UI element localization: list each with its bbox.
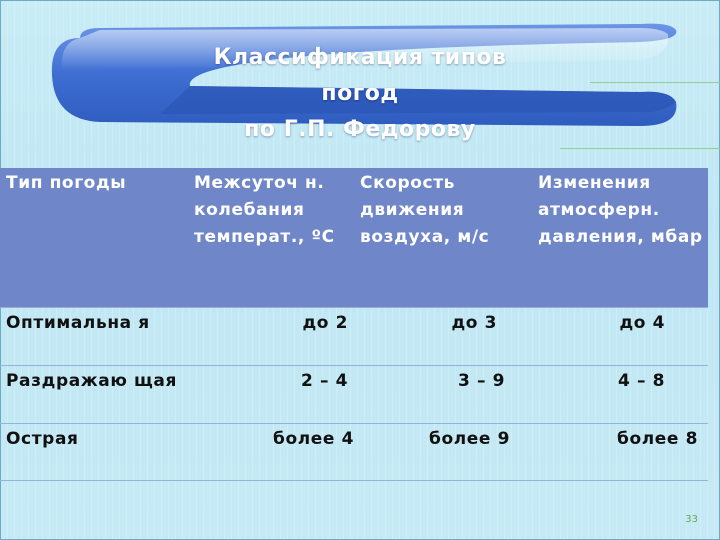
header-wind-speed: Скорость движения воздуха, м/с bbox=[360, 173, 490, 247]
row-type: Раздражаю щая bbox=[6, 371, 177, 391]
header-temperature: Межсуточ н. колебания температ., ºС bbox=[194, 173, 335, 247]
row-temp: до 2 bbox=[302, 313, 348, 333]
row-pressure: 4 – 8 bbox=[618, 371, 665, 391]
row-pressure bbox=[538, 426, 698, 453]
weather-types-table bbox=[0, 168, 708, 481]
row-temp: 2 – 4 bbox=[301, 371, 348, 391]
header-pressure: Изменения атмосферн. давления, мбар bbox=[538, 173, 703, 247]
row-wind: более 9 bbox=[428, 429, 510, 449]
title-banner bbox=[40, 20, 680, 142]
table-row bbox=[0, 308, 708, 366]
decorative-line bbox=[560, 148, 720, 149]
table-header-row bbox=[0, 168, 708, 308]
decorative-line bbox=[590, 82, 720, 83]
header-weather-type: Тип погоды bbox=[6, 173, 127, 193]
slide-number: 33 bbox=[685, 514, 698, 525]
title-line-2: погод bbox=[321, 81, 399, 106]
row-type: Острая bbox=[6, 429, 79, 449]
table-row bbox=[0, 424, 708, 481]
row-pressure-value: более 8 bbox=[616, 429, 698, 449]
slide-title bbox=[160, 40, 560, 148]
row-wind: до 3 bbox=[451, 313, 497, 333]
title-line-1: Классификация типов bbox=[213, 45, 507, 70]
table-row bbox=[0, 366, 708, 424]
row-temp bbox=[194, 426, 354, 453]
row-wind: 3 – 9 bbox=[458, 371, 505, 391]
title-line-3: по Г.П. Федорову bbox=[244, 117, 476, 142]
row-type: Оптимальна я bbox=[6, 313, 150, 333]
row-temp-value: более 4 bbox=[272, 429, 354, 449]
row-pressure: до 4 bbox=[619, 313, 665, 333]
